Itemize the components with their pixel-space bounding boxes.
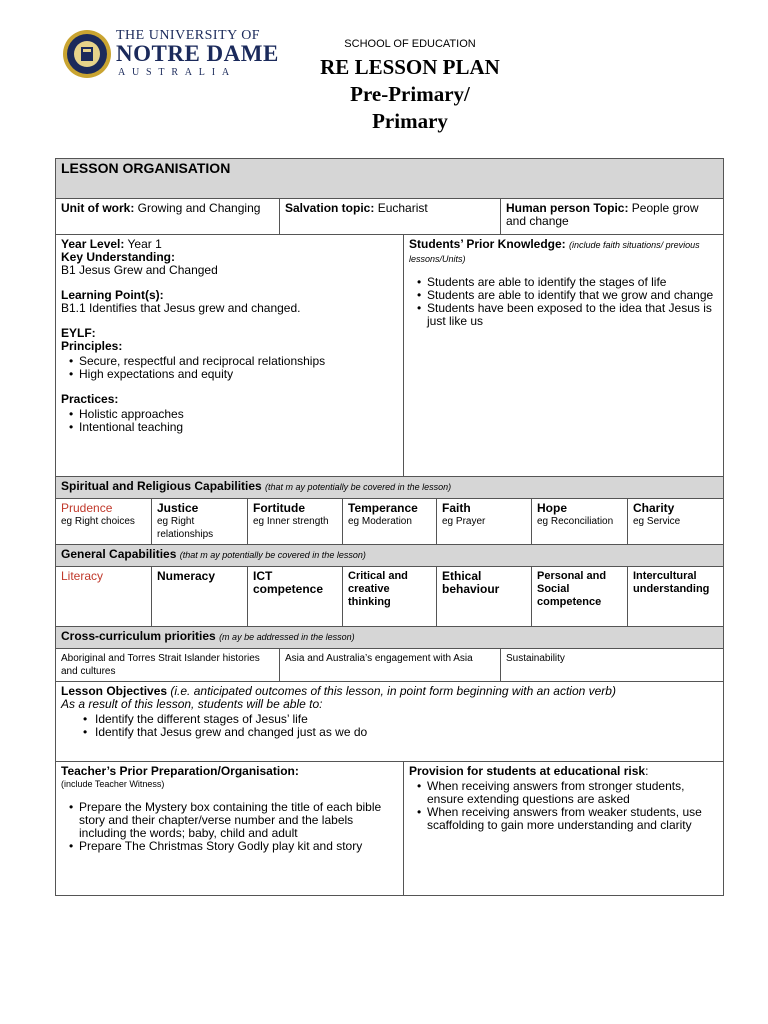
objectives-label: Lesson Objectives	[61, 684, 168, 698]
learning-points-value: B1.1 Identifies that Jesus grew and changed.	[61, 301, 301, 315]
university-logo	[62, 27, 279, 85]
general-numeracy	[152, 567, 248, 627]
human-label: Human person Topic:	[506, 201, 629, 215]
general-personal-social	[532, 567, 628, 627]
year-label: Year Level:	[61, 237, 125, 251]
preparation-list	[61, 801, 398, 853]
general-critical-thinking	[343, 567, 437, 627]
principles-label: Principles:	[61, 339, 123, 353]
general-ict	[248, 567, 343, 627]
objectives-note: (i.e. anticipated outcomes of this lesson, in point form beginning with an action verb)	[170, 684, 616, 698]
capability-charity	[628, 499, 724, 545]
capability-example: eg Inner strength	[253, 516, 329, 527]
document-header	[300, 38, 520, 135]
university-seal-icon	[62, 29, 112, 79]
list-item: • Secure, respectful and reciprocal relationships	[71, 355, 398, 368]
educational-risk-cell: Provision for students at educational risk: • When receiving answers from stronger students, ensure extending questions are asked • When receiving answers from weaker students, use scaffolding to gain more understanding and clarity	[404, 762, 724, 896]
capability-prudence	[56, 499, 152, 545]
general-name: Literacy	[61, 569, 104, 583]
lesson-plan-table	[55, 158, 724, 896]
key-understanding-label: Key Understanding:	[61, 250, 176, 264]
logo-line-1: THE UNIVERSITY OF	[116, 28, 261, 43]
human-value: People grow and change	[506, 201, 699, 228]
lesson-details-cell	[56, 235, 404, 477]
capability-example: eg Reconciliation	[537, 516, 614, 527]
general-name: Ethical behaviour	[442, 569, 500, 596]
cross-item: Aboriginal and Torres Strait Islander histories and cultures	[56, 649, 280, 682]
logo-line-2: NOTRE DAME	[116, 41, 279, 66]
objectives-list	[61, 713, 718, 739]
capability-example: eg Prayer	[442, 516, 486, 527]
general-name: Numeracy	[157, 569, 216, 583]
list-item: • Students have been exposed to the idea that Jesus is just like us	[419, 302, 718, 328]
human-person-topic-cell	[501, 199, 724, 235]
list-item: • Intentional teaching	[71, 421, 398, 434]
capability-example: eg Moderation	[348, 516, 412, 527]
title-line-3: Primary	[372, 109, 448, 133]
list-item: • Prepare the Mystery box containing the title of each bible story and their chapter/verse number and the labels including the words; baby, child and adult	[71, 801, 398, 840]
list-item: • Identify that Jesus grew and changed just as we do	[87, 726, 718, 739]
list-item: • Identify the different stages of Jesus’ life	[87, 713, 718, 726]
capability-name: Temperance	[348, 501, 418, 515]
practices-list	[61, 408, 398, 434]
preparation-note: (include Teacher Witness)	[61, 779, 165, 789]
list-item: • When receiving answers from weaker students, use scaffolding to gain more understanding and clarity	[419, 806, 718, 832]
capability-faith	[437, 499, 532, 545]
risk-list	[409, 780, 718, 832]
heading-note: (that m ay potentially be covered in the lesson)	[179, 550, 366, 560]
capability-example: eg Right choices	[61, 516, 135, 527]
general-name: ICT competence	[253, 569, 324, 596]
document-title	[300, 54, 520, 135]
general-name: Personal and Social competence	[537, 570, 607, 608]
list-item: • Students are able to identify the stages of life	[419, 276, 718, 289]
list-item: • Holistic approaches	[71, 408, 398, 421]
practices-label: Practices:	[61, 392, 119, 406]
list-item: • Prepare The Christmas Story Godly play kit and story	[71, 840, 398, 853]
general-name: Intercultural understanding	[633, 570, 710, 595]
salvation-label: Salvation topic:	[285, 201, 375, 215]
capability-justice	[152, 499, 248, 545]
title-line-2: Pre-Primary/	[350, 82, 470, 106]
capability-name: Faith	[442, 501, 471, 515]
cross-curriculum-heading	[56, 627, 724, 649]
unit-of-work-cell	[56, 199, 280, 235]
cross-item: Asia and Australia’s engagement with Asia	[280, 649, 501, 682]
capability-name: Hope	[537, 501, 567, 515]
capability-name: Charity	[633, 501, 675, 515]
general-capabilities-heading	[56, 545, 724, 567]
heading-text: Cross-curriculum priorities	[61, 629, 216, 643]
title-line-1: RE LESSON PLAN	[320, 55, 500, 79]
general-literacy	[56, 567, 152, 627]
principles-list	[61, 355, 398, 381]
capability-name: Fortitude	[253, 501, 305, 515]
heading-text: Spiritual and Religious Capabilities	[61, 479, 262, 493]
cross-item: Sustainability	[501, 649, 724, 682]
unit-value: Growing and Changing	[137, 201, 261, 215]
capability-name: Justice	[157, 501, 199, 515]
prior-knowledge-list	[409, 276, 718, 328]
general-ethical	[437, 567, 532, 627]
capability-example: eg Service	[633, 516, 681, 527]
heading-note: (that m ay potentially be covered in the lesson)	[265, 482, 452, 492]
heading-text: LESSON ORGANISATION	[61, 160, 231, 176]
salvation-value: Eucharist	[377, 201, 428, 215]
general-intercultural	[628, 567, 724, 627]
list-item: • High expectations and equity	[71, 368, 398, 381]
capability-hope	[532, 499, 628, 545]
teacher-preparation-cell	[56, 762, 404, 896]
risk-label: Provision for students at educational risk	[409, 764, 646, 778]
spiritual-capabilities-heading	[56, 477, 724, 499]
unit-label: Unit of work:	[61, 201, 135, 215]
capability-temperance	[343, 499, 437, 545]
prior-knowledge-note: (include faith situations/ previous lessons/Units)	[409, 240, 700, 264]
capability-name: Prudence	[61, 501, 113, 515]
lesson-organisation-heading	[56, 159, 724, 199]
school-name: SCHOOL OF EDUCATION	[344, 38, 476, 50]
salvation-topic-cell	[280, 199, 501, 235]
key-understanding-value: B1 Jesus Grew and Changed	[61, 263, 218, 277]
list-item: • When receiving answers from stronger students, ensure extending questions are asked	[419, 780, 718, 806]
eylf-label: EYLF:	[61, 326, 96, 340]
preparation-label: Teacher’s Prior Preparation/Organisation:	[61, 764, 299, 778]
year-value: Year 1	[127, 237, 162, 251]
lesson-objectives-cell	[56, 682, 724, 762]
heading-text: General Capabilities	[61, 547, 177, 561]
general-name: Critical and creative thinking	[348, 570, 408, 608]
prior-knowledge-label: Students’ Prior Knowledge:	[409, 237, 566, 251]
prior-knowledge-cell	[404, 235, 724, 477]
capability-fortitude	[248, 499, 343, 545]
objectives-intro: As a result of this lesson, students will be able to:	[61, 697, 323, 711]
capability-example: eg Right relationships	[157, 516, 214, 540]
learning-points-label: Learning Point(s):	[61, 288, 164, 302]
list-item: • Students are able to identify that we grow and change	[419, 289, 718, 302]
logo-line-3: AUSTRALIA	[118, 67, 236, 78]
heading-note: (m ay be addressed in the lesson)	[219, 632, 355, 642]
